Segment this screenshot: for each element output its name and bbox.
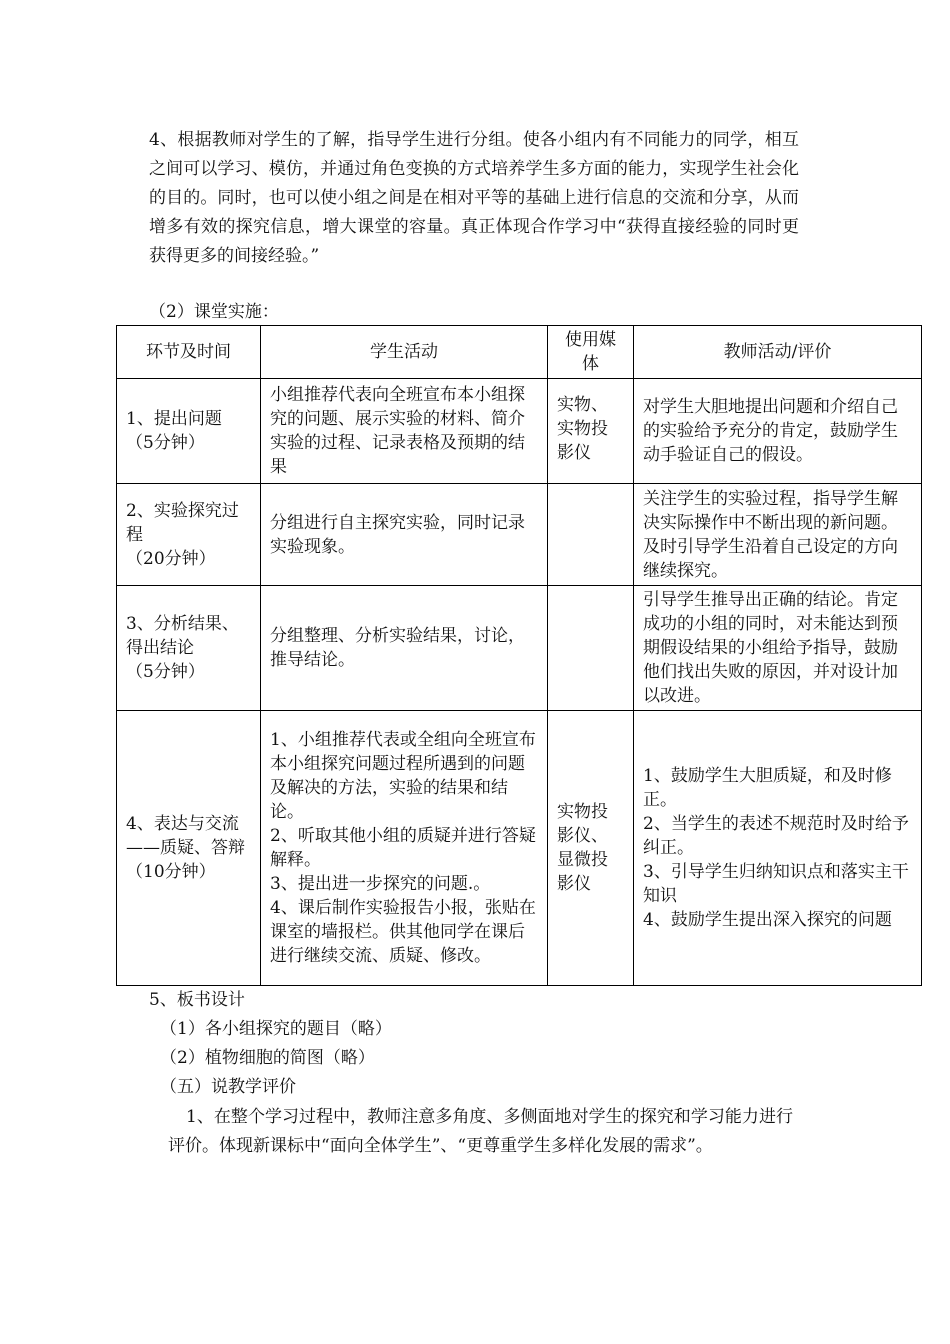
stage-name: 1、提出问题 [126, 409, 222, 429]
stage-cell [117, 484, 261, 586]
header-student: 学生活动 [261, 326, 548, 379]
lesson-table [116, 325, 922, 986]
media-cell [548, 484, 634, 586]
student-item: 4、课后制作实验报告小报，张贴在课室的墙报栏。供其他同学在课后进行继续交流、质疑、修改。 [270, 898, 536, 966]
table-row [117, 586, 922, 711]
board-design-title: 5、板书设计 [149, 990, 245, 1010]
student-activity [261, 711, 548, 986]
stage-cell [117, 586, 261, 711]
stage-time: （5分钟） [126, 433, 205, 453]
table-row [117, 484, 922, 586]
teacher-activity: 关注学生的实验过程，指导学生解决实际操作中不断出现的新问题。及时引导学生沿着自己设定的方向继续探究。 [634, 484, 922, 586]
student-item: 2、听取其他小组的质疑并进行答疑解释。 [270, 826, 536, 870]
student-activity: 分组进行自主探究实验，同时记录实验现象。 [261, 484, 548, 586]
teacher-item: 1、鼓励学生大胆质疑，和及时修正。 [643, 766, 892, 810]
stage-time: （5分钟） [126, 662, 205, 682]
student-activity: 分组整理、分析实验结果，讨论，推导结论。 [261, 586, 548, 711]
table-header-row [117, 326, 922, 379]
header-stage: 环节及时间 [117, 326, 261, 379]
student-item: 1、小组推荐代表或全组向全班宣布本小组探究问题过程所遇到的问题及解决的方法，实验的结果和结论。 [270, 730, 536, 822]
section-label: （2）课堂实施： [149, 302, 279, 322]
media-cell [548, 586, 634, 711]
header-media: 使用媒体 [548, 326, 634, 379]
stage-cell [117, 379, 261, 484]
stage-time: （10分钟） [126, 862, 216, 882]
teacher-activity [634, 711, 922, 986]
board-item: （1）各小组探究的题目（略） [160, 1019, 392, 1039]
stage-name: 4、表达与交流——质疑、答辩 [126, 814, 245, 858]
teacher-item: 3、引导学生归纳知识点和落实主干知识 [643, 862, 909, 906]
student-activity: 小组推荐代表向全班宣布本小组探究的问题、展示实验的材料、简介实验的过程、记录表格及预期的结果 [261, 379, 548, 484]
table-row [117, 711, 922, 986]
board-item: （2）植物细胞的简图（略） [160, 1048, 375, 1068]
table-row [117, 379, 922, 484]
stage-time: （20分钟） [126, 548, 216, 569]
media-cell: 实物、实物投影仪 [548, 379, 634, 484]
student-item: 3、提出进一步探究的问题.。 [270, 874, 491, 894]
stage-cell [117, 711, 261, 986]
teacher-item: 4、鼓励学生提出深入探究的问题 [643, 910, 892, 930]
evaluation-title: （五）说教学评价 [160, 1077, 296, 1097]
teacher-activity: 对学生大胆地提出问题和介绍自己的实验给予充分的肯定，鼓励学生动手验证自己的假设。 [634, 379, 922, 484]
media-cell: 实物投影仪、显微投影仪 [548, 711, 634, 986]
teacher-item: 2、当学生的表述不规范时及时给予纠正。 [643, 814, 909, 858]
stage-name: 2、实验探究过程 [126, 500, 239, 545]
stage-name: 3、分析结果、得出结论 [126, 614, 239, 658]
teacher-activity: 引导学生推导出正确的结论。肯定成功的小组的同时，对未能达到预期假设结果的小组给予指导，鼓励他们找出失败的原因，并对设计加以改进。 [634, 586, 922, 711]
header-teacher: 教师活动/评价 [634, 326, 922, 379]
intro-paragraph: 4、根据教师对学生的了解，指导学生进行分组。使各小组内有不同能力的同学，相互之间可以学习、模仿，并通过角色变换的方式培养学生多方面的能力，实现学生社会化的目的。同时，也可以使小组之间是在相对平等的基础上进行信息的交流和分享，从而增多有效的探究信息，增大课堂的容量。真正体现合作学习中“获得直接经验的同时更获得更多的间接经验。” [149, 130, 799, 266]
evaluation-paragraph: 1、在整个学习过程中，教师注意多角度、多侧面地对学生的探究和学习能力进行评价。体现新课标中“面向全体学生”、“更尊重学生多样化发展的需求”。 [168, 1107, 793, 1156]
